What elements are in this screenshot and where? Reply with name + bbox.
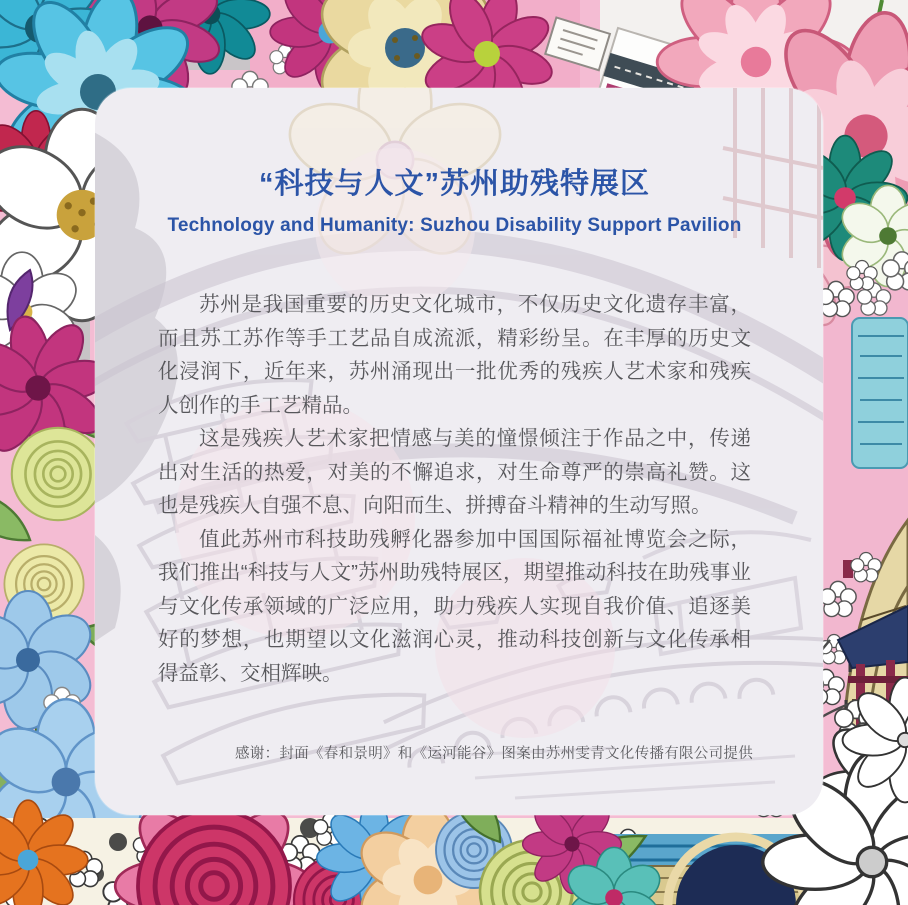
paragraph-2: 这是残疾人艺术家把情感与美的憧憬倾注于作品之中，传递出对生活的热爱，对美的不懈追求，对生命尊严的崇高礼赞。这也是残疾人自强不息、向阳而生、拼搏奋斗精神的生动写照。 [158, 427, 751, 518]
page-title: “科技与人文”苏州助残特展区 [258, 168, 650, 200]
card-content [95, 88, 823, 815]
paragraph-3: 值此苏州市科技助残孵化器参加中国国际福祉博览会之际，我们推出“科技与人文”苏州助残特展区，期望推动科技在助残事业与文化传承领域的广泛应用，助力残疾人实现自我价值、追逐美好的梦想，也期望以文化滋润心灵，推动科技创新与文化传承相得益彰、交相辉映。 [158, 527, 751, 685]
page-subtitle: Technology and Humanity: Suzhou Disability Support Pavilion [167, 215, 742, 237]
paragraph-1: 苏州是我国重要的历史文化城市，不仅历史文化遗存丰富，而且苏工苏作等手工艺品自成流派，精彩纷呈。在丰厚的历史文化浸润下，近年来，苏州涌现出一批优秀的残疾人艺术家和残疾人创作的手工艺精品。 [158, 293, 751, 417]
content-card [95, 88, 823, 815]
credit-line: 感谢：封面《春和景明》和《运河能谷》图案由苏州雯青文化传播有限公司提供 [235, 746, 753, 762]
body-text [158, 288, 751, 690]
